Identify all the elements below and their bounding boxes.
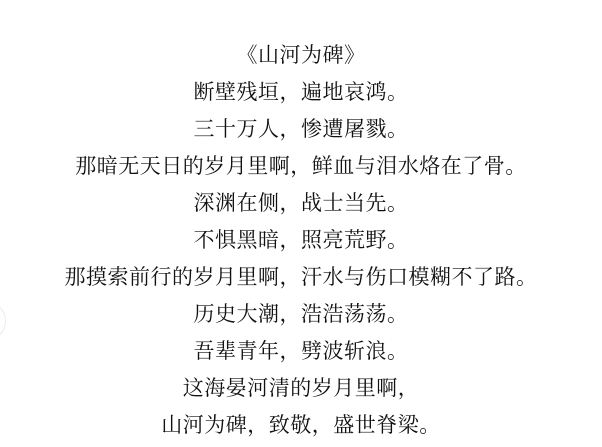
- poem-line: 那暗无天日的岁月里啊，鲜血与泪水烙在了骨。: [75, 155, 527, 178]
- poem-line: 历史大潮，浩浩荡荡。: [193, 303, 409, 326]
- poem-line: 深渊在侧，战士当先。: [193, 192, 409, 215]
- poem-line: 不惧黑暗，照亮荒野。: [193, 229, 409, 252]
- poem-container: [0, 37, 602, 444]
- poem-title: 《山河为碑》: [236, 44, 366, 67]
- poem-line: 那摸索前行的岁月里啊，汗水与伤口模糊不了路。: [64, 266, 538, 289]
- poem-line: 断壁残垣，遍地哀鸿。: [193, 81, 409, 104]
- poem-body: [0, 74, 602, 444]
- poem-line: 吾辈青年，劈波斩浪。: [193, 340, 409, 363]
- poem-line: 山河为碑，致敬，盛世脊梁。: [161, 414, 441, 437]
- poem-line: 三十万人，惨遭屠戮。: [193, 118, 409, 141]
- poem-line: 这海晏河清的岁月里啊，: [182, 377, 420, 400]
